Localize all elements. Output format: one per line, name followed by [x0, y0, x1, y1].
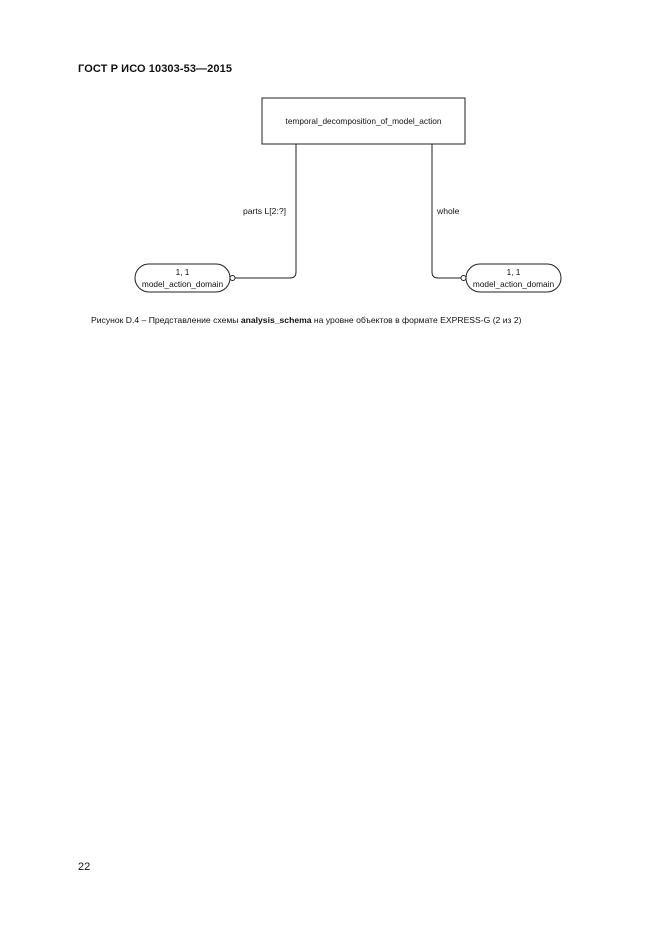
document-standard-id: ГОСТ Р ИСО 10303-53—2015: [78, 63, 233, 75]
target-type-whole: model_action_domain: [472, 279, 555, 289]
caption-schema-name: analysis_schema: [240, 315, 312, 325]
role-label-parts: parts L[2:?]: [243, 206, 286, 216]
relation-whole: [432, 144, 561, 292]
entity-name: temporal_decomposition_of_model_action: [285, 116, 442, 126]
target-type-parts: model_action_domain: [141, 279, 224, 289]
page-number: 22: [78, 861, 91, 873]
caption-suffix: на уровне объектов в формате EXPRESS-G (2 из 2): [311, 315, 522, 325]
figure-caption: [91, 315, 522, 325]
caption-prefix: Рисунок D.4 – Представление схемы: [91, 315, 241, 325]
relation-end-circle-whole: [461, 276, 466, 281]
role-label-whole: whole: [437, 206, 460, 216]
relation-parts: [135, 144, 296, 292]
relation-end-circle-parts: [230, 276, 235, 281]
cardinality-whole: 1, 1: [506, 267, 521, 277]
cardinality-parts: 1, 1: [175, 267, 190, 277]
entity-box: [262, 98, 465, 144]
